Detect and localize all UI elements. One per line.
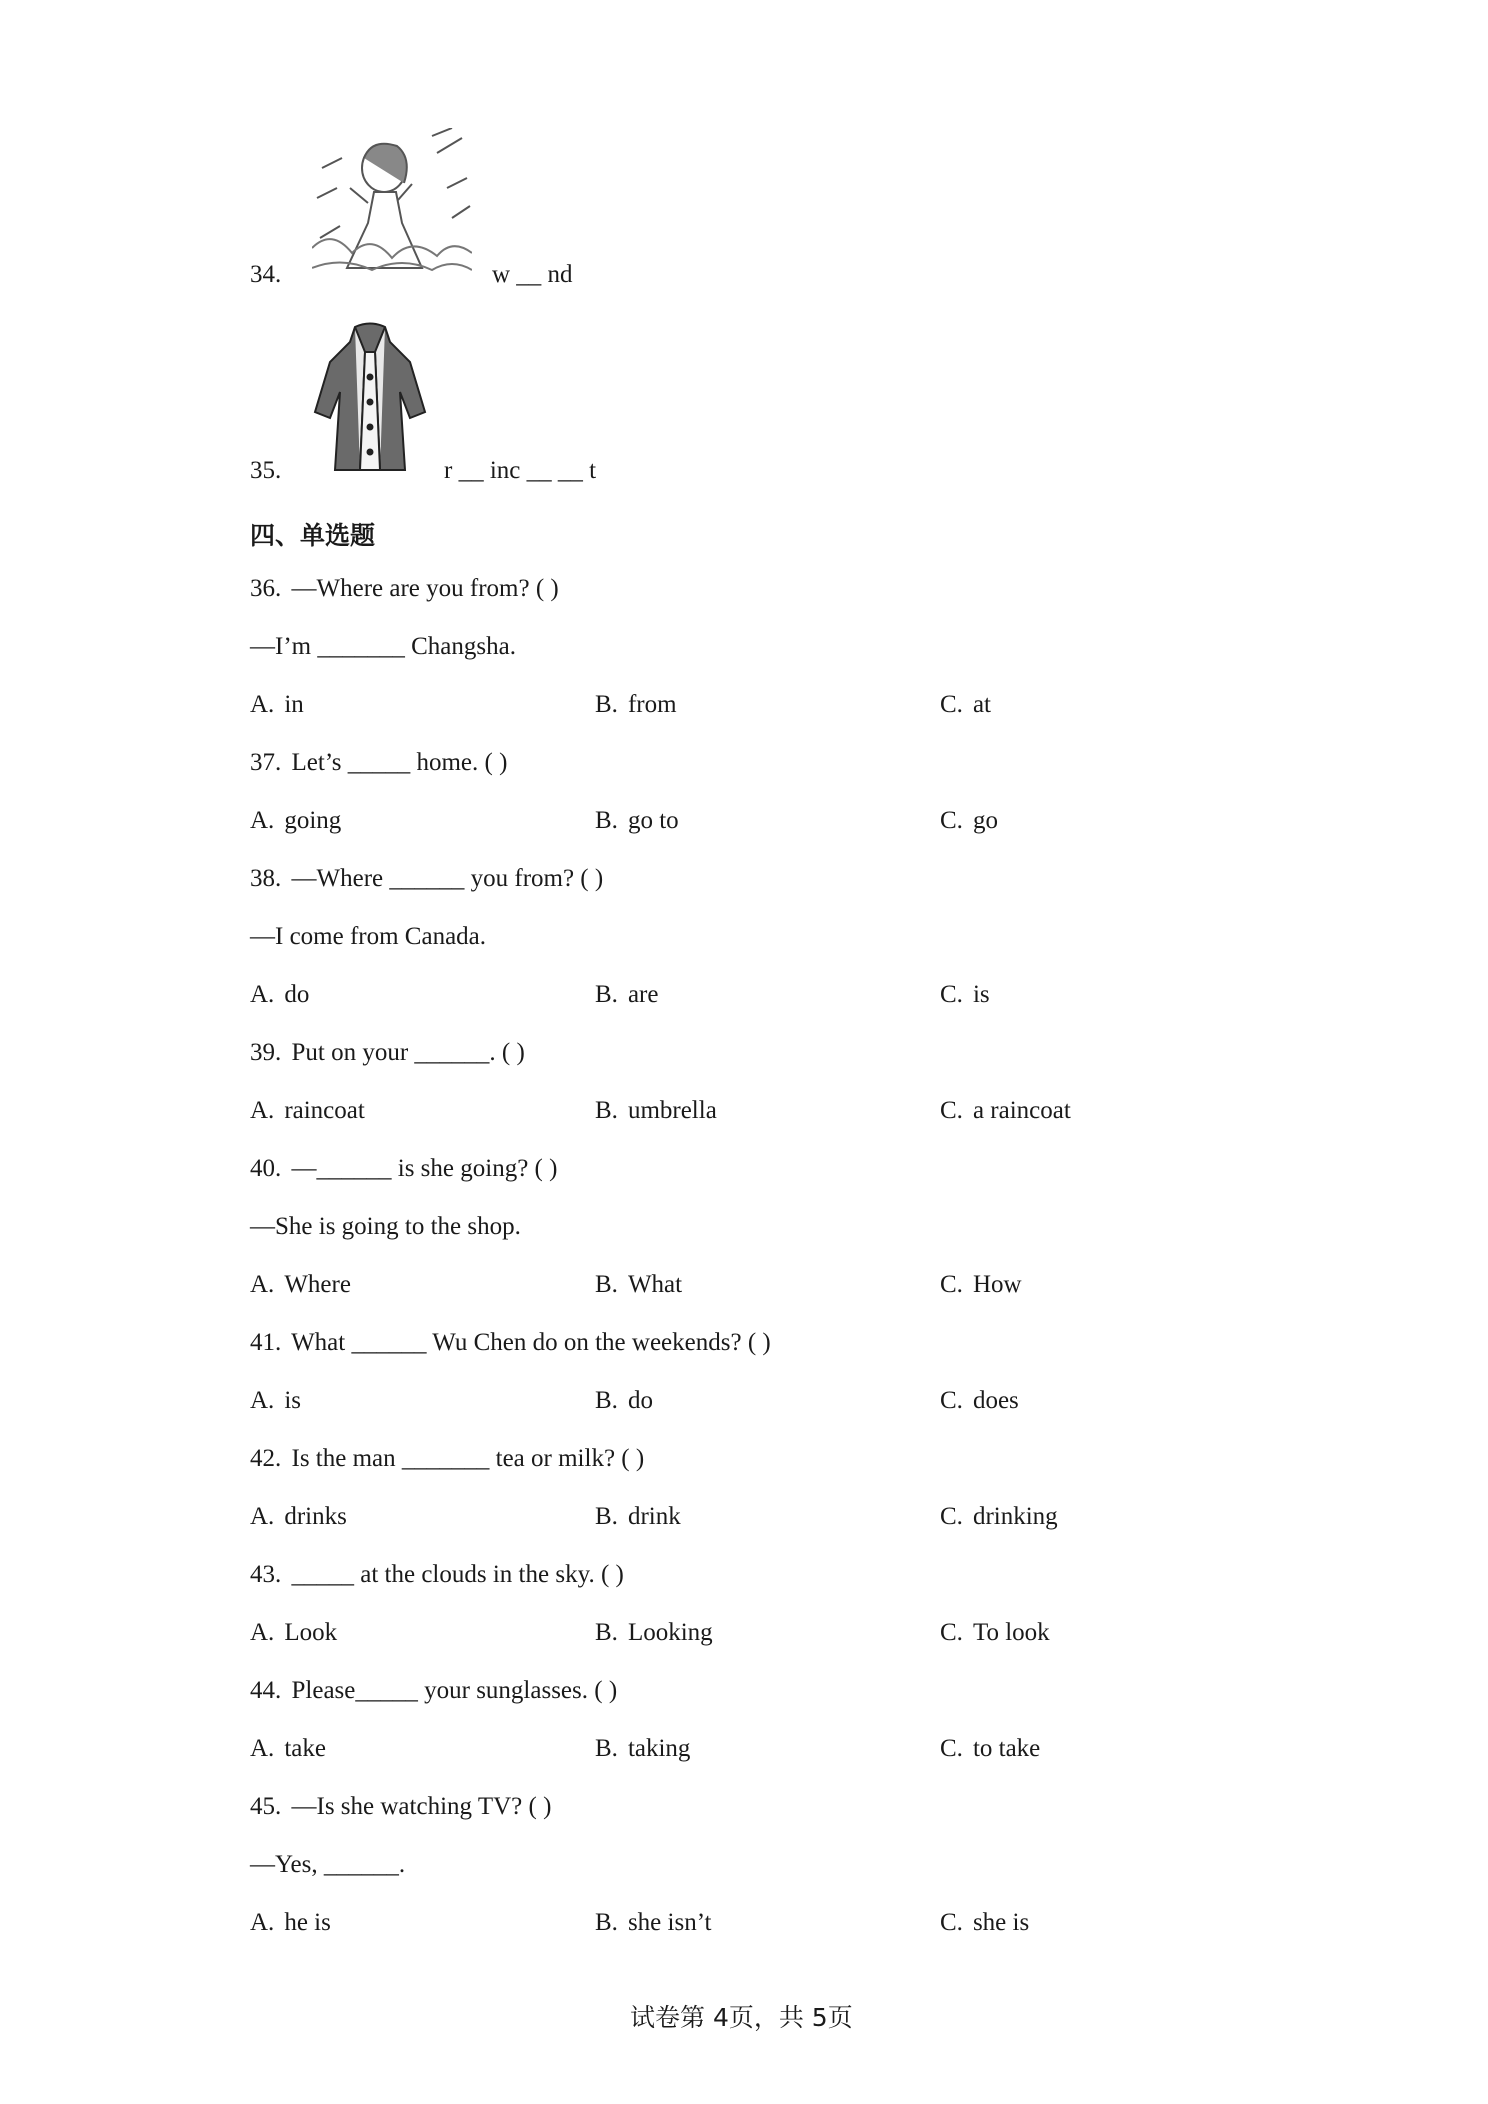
option-text: drink: [627, 1503, 681, 1530]
answer-blank-35: r __ inc __ __ t: [444, 457, 597, 484]
option-letter: A.: [250, 1271, 275, 1298]
question-37: [250, 748, 507, 778]
option-letter: B.: [595, 1097, 618, 1124]
question-text: Let’s _____ home. ( ): [291, 749, 508, 776]
option-text: in: [284, 691, 304, 718]
option-letter: C.: [940, 1097, 963, 1124]
question-number: 44.: [250, 1677, 282, 1704]
option-text: drinking: [972, 1503, 1058, 1530]
option-a[interactable]: [250, 1908, 331, 1938]
question-number: 36.: [250, 575, 282, 602]
option-a[interactable]: [250, 1502, 347, 1532]
answer-blank-34: w __ nd: [492, 261, 573, 288]
option-text: from: [627, 691, 677, 718]
option-letter: A.: [250, 1503, 275, 1530]
option-text: Looking: [627, 1619, 713, 1646]
question-number: 38.: [250, 865, 282, 892]
option-letter: B.: [595, 981, 618, 1008]
question-44: [250, 1676, 617, 1706]
option-text: do: [627, 1387, 653, 1414]
option-letter: A.: [250, 691, 275, 718]
question-text: Please_____ your sunglasses. ( ): [291, 1677, 618, 1704]
question-text: Is the man _______ tea or milk? ( ): [291, 1445, 645, 1472]
option-b[interactable]: [595, 1908, 712, 1938]
option-text: drinks: [284, 1503, 347, 1530]
question-36: [250, 574, 559, 604]
option-letter: A.: [250, 1097, 275, 1124]
option-b[interactable]: [595, 1618, 713, 1648]
option-a[interactable]: [250, 1096, 365, 1126]
option-letter: A.: [250, 1909, 275, 1936]
option-letter: B.: [595, 807, 618, 834]
option-text: To look: [972, 1619, 1050, 1646]
option-c[interactable]: [940, 1734, 1040, 1764]
option-c[interactable]: [940, 1096, 1071, 1126]
option-c[interactable]: [940, 1618, 1050, 1648]
option-letter: C.: [940, 1387, 963, 1414]
option-text: umbrella: [627, 1097, 717, 1124]
question-number: 41.: [250, 1329, 282, 1356]
option-text: go: [972, 807, 998, 834]
option-a[interactable]: [250, 1734, 326, 1764]
option-b[interactable]: [595, 1502, 681, 1532]
question-number: 35.: [250, 457, 282, 484]
question-41: [250, 1328, 771, 1358]
question-42: [250, 1444, 644, 1474]
option-a[interactable]: [250, 1618, 337, 1648]
option-c[interactable]: [940, 690, 991, 720]
question-38: [250, 864, 603, 894]
option-b[interactable]: [595, 690, 677, 720]
option-text: going: [284, 807, 342, 834]
question-45-line-2: —Yes, ______.: [250, 1851, 406, 1878]
option-letter: C.: [940, 1503, 963, 1530]
option-letter: B.: [595, 1271, 618, 1298]
question-text: —Where are you from? ( ): [291, 575, 559, 602]
option-text: to take: [972, 1735, 1041, 1762]
question-36-line-2: —I’m _______ Changsha.: [250, 633, 516, 660]
option-c[interactable]: [940, 806, 998, 836]
question-number: 43.: [250, 1561, 282, 1588]
page-footer: 试卷第 4页，共 5页: [630, 2003, 853, 2032]
option-letter: C.: [940, 1735, 963, 1762]
question-text: _____ at the clouds in the sky. ( ): [291, 1561, 624, 1588]
raincoat-icon: [310, 322, 430, 474]
option-letter: B.: [595, 1387, 618, 1414]
option-letter: B.: [595, 691, 618, 718]
question-text: —Is she watching TV? ( ): [291, 1793, 552, 1820]
option-text: How: [972, 1271, 1022, 1298]
option-letter: C.: [940, 981, 963, 1008]
option-letter: A.: [250, 1619, 275, 1646]
option-letter: B.: [595, 1619, 618, 1646]
option-a[interactable]: [250, 980, 309, 1010]
question-34: [250, 260, 285, 290]
option-text: she is: [972, 1909, 1030, 1936]
option-c[interactable]: [940, 1502, 1058, 1532]
question-43: [250, 1560, 624, 1590]
section-title: 四、单选题: [250, 521, 376, 550]
option-letter: C.: [940, 807, 963, 834]
option-a[interactable]: [250, 690, 304, 720]
option-letter: B.: [595, 1503, 618, 1530]
option-text: go to: [627, 807, 679, 834]
girl-in-wind-icon: [312, 128, 472, 278]
question-text: Put on your ______. ( ): [291, 1039, 525, 1066]
option-c[interactable]: [940, 980, 990, 1010]
option-text: are: [627, 981, 659, 1008]
option-b[interactable]: [595, 1734, 690, 1764]
option-letter: C.: [940, 1909, 963, 1936]
option-a[interactable]: [250, 806, 341, 836]
option-letter: C.: [940, 691, 963, 718]
option-b[interactable]: [595, 1096, 717, 1126]
question-number: 45.: [250, 1793, 282, 1820]
option-text: a raincoat: [972, 1097, 1071, 1124]
option-letter: B.: [595, 1735, 618, 1762]
option-b[interactable]: [595, 1386, 653, 1416]
option-c[interactable]: [940, 1386, 1019, 1416]
option-letter: A.: [250, 981, 275, 1008]
question-number: 37.: [250, 749, 282, 776]
option-text: at: [972, 691, 991, 718]
option-letter: B.: [595, 1909, 618, 1936]
option-letter: A.: [250, 1735, 275, 1762]
option-text: she isn’t: [627, 1909, 712, 1936]
question-number: 42.: [250, 1445, 282, 1472]
option-text: Where: [284, 1271, 351, 1298]
option-text: does: [972, 1387, 1019, 1414]
question-45: [250, 1792, 551, 1822]
option-text: What: [627, 1271, 683, 1298]
question-number: 34.: [250, 261, 282, 288]
question-text: —Where ______ you from? ( ): [291, 865, 604, 892]
option-text: do: [284, 981, 310, 1008]
option-letter: A.: [250, 807, 275, 834]
option-text: Look: [284, 1619, 338, 1646]
option-b[interactable]: [595, 806, 679, 836]
question-text: What ______ Wu Chen do on the weekends? ( ): [291, 1329, 771, 1356]
question-35: [250, 456, 285, 486]
question-38-line-2: —I come from Canada.: [250, 923, 487, 950]
question-number: 40.: [250, 1155, 282, 1182]
option-text: taking: [627, 1735, 691, 1762]
question-39: [250, 1038, 525, 1068]
option-text: is: [972, 981, 990, 1008]
option-a[interactable]: [250, 1386, 301, 1416]
option-text: take: [284, 1735, 326, 1762]
option-a[interactable]: [250, 1270, 351, 1300]
question-number: 39.: [250, 1039, 282, 1066]
option-letter: C.: [940, 1619, 963, 1646]
question-40: [250, 1154, 557, 1184]
option-text: is: [284, 1387, 301, 1414]
option-c[interactable]: [940, 1908, 1029, 1938]
option-b[interactable]: [595, 1270, 682, 1300]
option-text: he is: [284, 1909, 331, 1936]
option-letter: A.: [250, 1387, 275, 1414]
option-letter: C.: [940, 1271, 963, 1298]
question-40-line-2: —She is going to the shop.: [250, 1213, 521, 1240]
question-text: —______ is she going? ( ): [291, 1155, 558, 1182]
option-c[interactable]: [940, 1270, 1022, 1300]
option-text: raincoat: [284, 1097, 365, 1124]
option-b[interactable]: [595, 980, 658, 1010]
